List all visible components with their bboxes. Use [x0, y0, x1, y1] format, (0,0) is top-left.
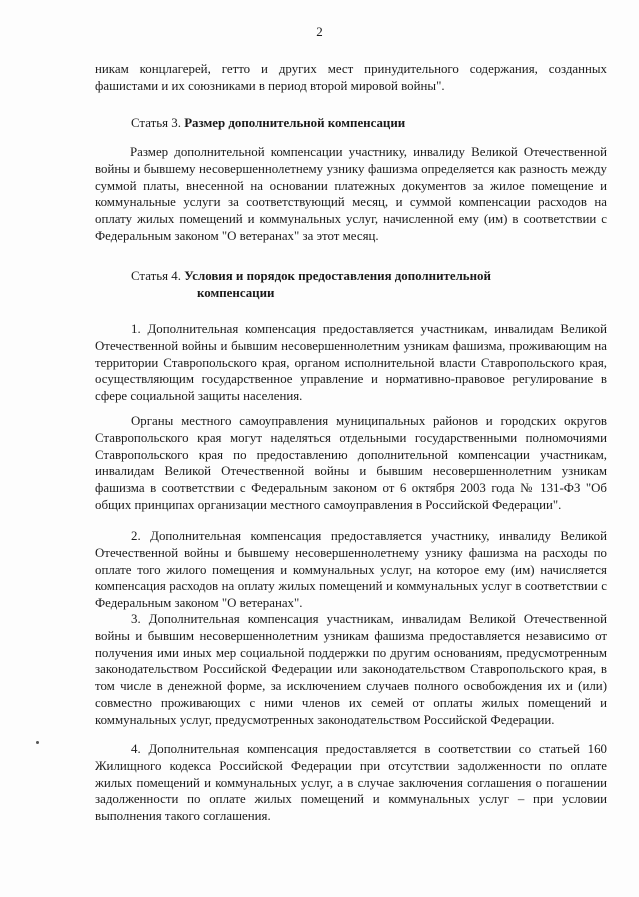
article-3-body: Размер дополнительной компенсации участнику, инвалиду Великой Отечественной войны и бывшему несовершеннолетнему узнику фашизма определяется как разность между суммой платы, внесенной на основании платежных документов за жилое помещение и коммунальные услуги за соответствующий месяц, и суммой компенсации расходов на оплату жилых помещений и коммунальных услуг, начисленной ему (им) в соответствии с Федеральным законом "О ветеранах" за этот месяц. — [95, 145, 607, 243]
article-4-paragraph-3: 3. Дополнительная компенсация участникам, инвалидам Великой Отечественной войны и бывшим несовершеннолетним узникам фашизма предоставляется независимо от получения ими иных мер социальной поддержки по другим основаниям, предусмотренным законодательством Российской Федерации или законодательством Ставропольского края, в том числе в денежной форме, за исключением случаев полного освобождения их и (или) совместно проживающих с ними членов их семей от оплаты жилых помещений и коммунальных услуг, предусмотренных законодательством Российской Федерации. — [95, 612, 607, 727]
article-3-title: Размер дополнительной компенсации — [184, 116, 406, 130]
page-number: 2 — [316, 24, 323, 39]
intro-paragraph: никам концлагерей, гетто и других мест принудительного содержания, созданных фашистами и их союзниками в период второй мировой войны". — [95, 62, 607, 93]
article-4-paragraph-1b: Органы местного самоуправления муниципальных районов и городских округов Ставропольского края могут наделяться отдельными государственными полномочиями Ставропольского края по предоставлению дополнительной компенсации участникам, инвалидам Великой Отечественной войны и бывшим несовершеннолетним узникам фашизма в соответствии с Федеральным законом от 6 октября 2003 года № 131-ФЗ "Об общих принципах организации местного самоуправления в Российской Федерации". — [95, 414, 607, 512]
article-4-heading — [131, 268, 601, 302]
article-3-prefix: Статья 3. — [131, 116, 181, 130]
article-4-paragraph-4: 4. Дополнительная компенсация предоставляется в соответствии со статьей 160 Жилищного кодекса Российской Федерации при отсутствии задолженности по оплате жилых помещений и коммунальных услуг, а в случае заключения соглашения о погашении задолженности по оплате жилых помещений и коммунальных услуг – при условии выполнения такого соглашения. — [95, 742, 607, 824]
article-4-prefix: Статья 4. — [131, 269, 181, 283]
article-3-heading — [131, 115, 405, 132]
article-4-paragraph-1: 1. Дополнительная компенсация предоставляется участникам, инвалидам Великой Отечественной войны и бывшим несовершеннолетним узникам фашизма, проживающим на территории Ставропольского края, органом исполнительной власти Ставропольского края, осуществляющим государственное управление и нормативно-правовое регулирование в сфере социальной защиты населения. — [95, 322, 607, 404]
article-4-title-line2: компенсации — [197, 285, 275, 300]
scan-speck — [36, 741, 39, 744]
article-4-paragraph-2: 2. Дополнительная компенсация предоставляется участнику, инвалиду Великой Отечественной войны и бывшему несовершеннолетнему узнику фашизма на расходы по оплате того жилого помещения и коммунальных услуг, на которое ему (им) начисляется компенсация расходов на оплату жилых помещений и коммунальных услуг в соответствии с Федеральным законом "О ветеранах". — [95, 529, 607, 611]
article-4-title-line1: Условия и порядок предоставления дополнительной — [184, 269, 491, 283]
